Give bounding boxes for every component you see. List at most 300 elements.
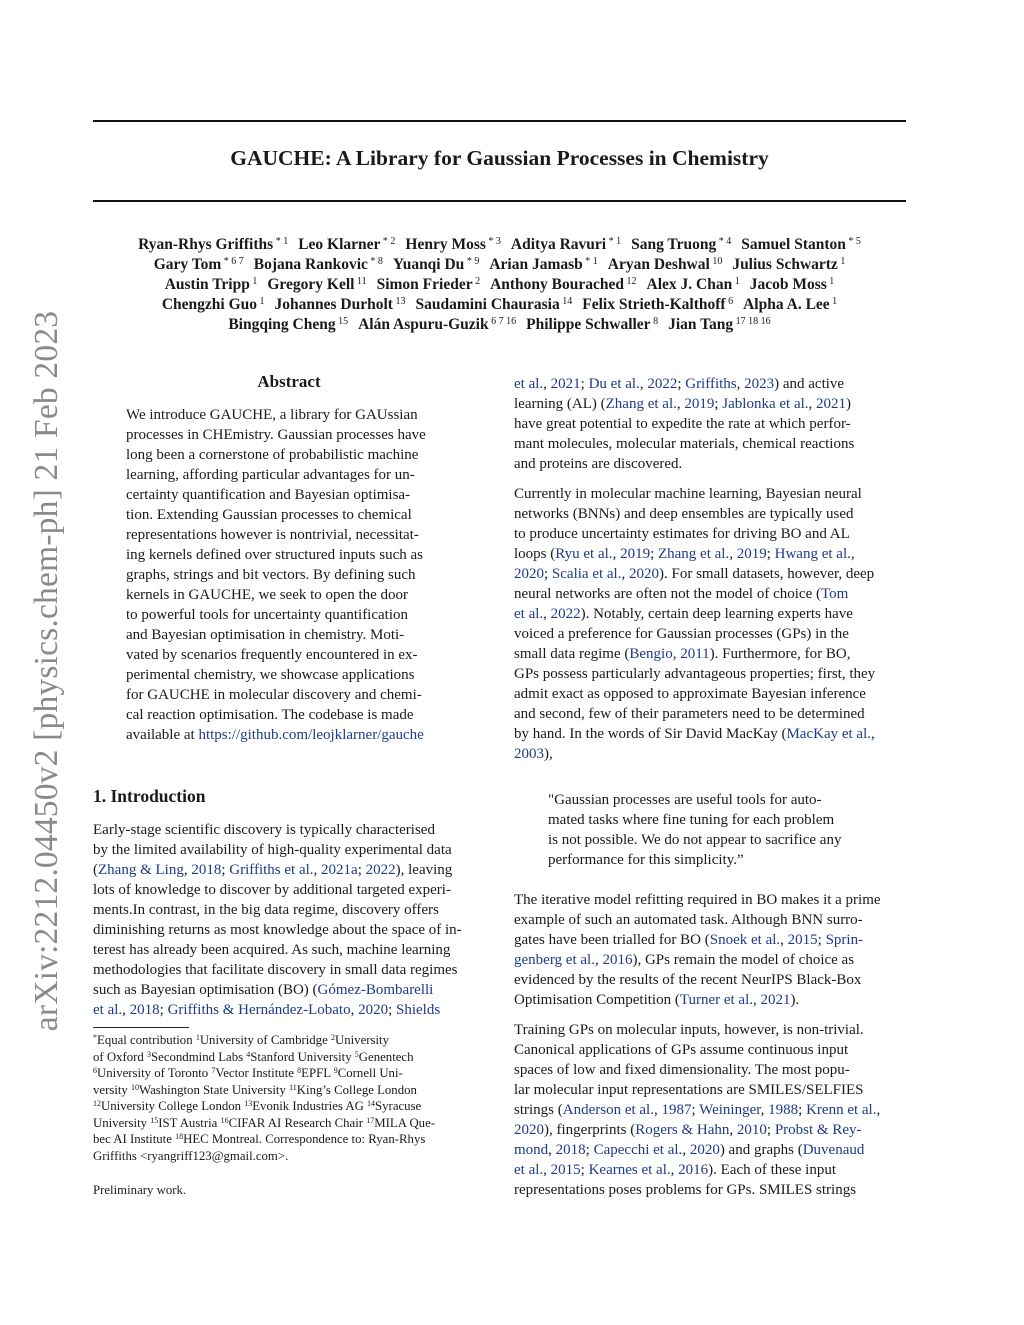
citation-link[interactable]: 2021 xyxy=(816,396,847,412)
text-span: University of Cambridge xyxy=(199,1033,331,1047)
text-line xyxy=(514,970,906,990)
text-span: for GAUCHE in molecular discovery and chemi- xyxy=(126,687,422,703)
text-span: to powerful tools for uncertainty quantification xyxy=(126,607,409,623)
text-line xyxy=(514,394,906,414)
citation-link[interactable]: 2021 xyxy=(550,376,581,392)
author-name: Simon Frieder $^2$ xyxy=(376,276,481,293)
text-span: ments.In contrast, in the big data regime, discovery offers xyxy=(93,902,439,918)
text-line xyxy=(126,465,452,485)
text-span: networks (BNNs) and deep ensembles are typically used xyxy=(514,506,854,522)
text-span: of Oxford xyxy=(93,1049,148,1064)
text-span: Training GPs on molecular inputs, however, is non-trivial. xyxy=(514,1022,864,1038)
text-span: have great potential to expedite the rate at which perfor- xyxy=(514,416,851,432)
author-affiliation-marker: 1 xyxy=(249,276,258,287)
text-span: learning, affording particular advantages for un- xyxy=(126,467,415,483)
text-span: ; xyxy=(580,1162,589,1178)
text-line xyxy=(126,525,452,545)
text-span: ; xyxy=(714,396,723,412)
citation-link[interactable]: mond xyxy=(514,1142,549,1158)
author-affiliation-marker: 8 xyxy=(650,316,659,327)
text-span: ). Each of these input xyxy=(708,1162,836,1178)
text-span: Griffiths <ryangriff123@gmail.com>. xyxy=(93,1148,289,1163)
citation-link[interactable]: 2022 xyxy=(365,862,396,878)
text-line xyxy=(93,1098,485,1115)
citation-link[interactable]: 2018 xyxy=(555,1142,586,1158)
text-span: MILA Que- xyxy=(374,1115,436,1130)
text-span: learning (AL) ( xyxy=(514,396,606,412)
author-affiliation-marker: 15 xyxy=(335,316,349,327)
text-span: ), fingerprints ( xyxy=(544,1122,636,1138)
text-span: ; xyxy=(388,1002,396,1018)
author-row xyxy=(93,235,906,255)
text-line xyxy=(514,644,906,664)
author-affiliation-marker: 13 xyxy=(392,296,406,307)
text-line xyxy=(93,840,485,860)
author-name: Samuel Stanton $^{* 5}$ xyxy=(741,236,861,253)
text-span: ) and active xyxy=(774,376,845,392)
author-row xyxy=(93,315,906,335)
text-span: mant molecules, molecular materials, chemical reactions xyxy=(514,436,855,452)
text-span: lar molecular input representations are SMILES/SELFIES xyxy=(514,1082,864,1098)
text-line xyxy=(514,564,906,584)
citation-link[interactable]: Rogers & Hahn xyxy=(635,1122,730,1138)
author-name: Gregory Kell $^{11}$ xyxy=(267,276,367,293)
text-span: gates have been trialled for BO ( xyxy=(514,932,710,948)
text-line xyxy=(93,860,485,880)
text-line xyxy=(126,445,452,465)
text-line xyxy=(514,454,906,474)
text-span: Early-stage scientific discovery is typically characterised xyxy=(93,822,435,838)
right-paragraph-3 xyxy=(514,890,906,1010)
text-span: , xyxy=(350,1002,359,1018)
citation-link[interactable]: 2015 xyxy=(550,1162,581,1178)
text-line xyxy=(93,820,485,840)
citation-link[interactable]: https://github.com/leojklarner/gauche xyxy=(198,727,424,743)
affiliation-marker: 11 xyxy=(289,1082,297,1092)
citation-link[interactable]: Zhang et al. xyxy=(657,546,730,562)
text-line xyxy=(548,850,874,870)
text-line xyxy=(126,665,452,685)
affiliation-marker: * xyxy=(93,1033,97,1042)
text-span: neural networks are often not the model of choice ( xyxy=(514,586,821,602)
affiliations-footnote xyxy=(93,1032,485,1164)
text-span: available at xyxy=(126,727,199,743)
author-affiliation-marker: * 4 xyxy=(716,236,732,247)
citation-link[interactable]: 2021 xyxy=(760,992,791,1008)
text-span: ; xyxy=(766,546,775,562)
text-span: processes in CHEmistry. Gaussian processes have xyxy=(126,427,426,443)
citation-link[interactable]: Griffiths et al. xyxy=(229,862,314,878)
affiliation-marker: 9 xyxy=(333,1066,338,1075)
citation-link[interactable]: Shields xyxy=(396,1002,441,1018)
author-name: Aryan Deshwal $^{10}$ xyxy=(607,256,723,273)
author-name: Johannes Durholt $^{13}$ xyxy=(274,296,406,313)
citation-link[interactable]: Tom xyxy=(820,586,849,602)
text-line xyxy=(514,1120,906,1140)
text-span: performance for this simplicity.” xyxy=(548,852,744,868)
abstract-body xyxy=(126,405,452,745)
text-span: ). For small datasets, however, deep xyxy=(658,566,875,582)
citation-link[interactable]: genberg et al. xyxy=(514,952,595,968)
text-line xyxy=(126,705,452,725)
text-span: , xyxy=(621,566,629,582)
affiliation-marker: 15 xyxy=(150,1115,159,1125)
text-span: long been a cornerstone of probabilistic machine xyxy=(126,447,419,463)
text-span: admit exact as opposed to approximate Bayesian inference xyxy=(514,686,866,702)
text-line xyxy=(514,1160,906,1180)
author-affiliation-marker: 1 xyxy=(837,256,846,267)
text-span: ; xyxy=(817,932,826,948)
citation-link[interactable]: 2020 xyxy=(689,1142,720,1158)
author-affiliation-marker: 1 xyxy=(829,296,838,307)
text-span: diminishing returns as most knowledge about the space of in- xyxy=(93,922,462,938)
text-line xyxy=(93,1049,485,1066)
citation-link[interactable]: Krenn et al. xyxy=(806,1102,877,1118)
affiliation-marker: 14 xyxy=(367,1099,376,1108)
text-span: ; xyxy=(159,1002,168,1018)
author-affiliation-marker: 1 xyxy=(257,296,265,307)
citation-link[interactable]: 2020 xyxy=(514,566,544,582)
citation-link[interactable]: Capecchi et al. xyxy=(593,1142,683,1158)
text-span: Equal contribution xyxy=(97,1033,196,1047)
text-span: voiced a preference for Gaussian processes (GPs) in the xyxy=(514,626,849,642)
text-span: IST Austria xyxy=(158,1115,221,1130)
text-span: King’s College London xyxy=(296,1082,417,1097)
citation-link[interactable]: Scalia et al. xyxy=(551,566,622,582)
text-span: ; xyxy=(691,1102,700,1118)
citation-link[interactable]: 2011 xyxy=(680,646,710,662)
affiliation-marker: 6 xyxy=(93,1066,97,1075)
mackay-quote xyxy=(548,790,874,870)
text-line xyxy=(514,1140,906,1160)
text-span: tion. Extending Gaussian processes to chemical xyxy=(126,507,412,523)
text-span: , xyxy=(122,1002,130,1018)
text-span: ; xyxy=(650,546,658,562)
affiliation-marker: 12 xyxy=(93,1099,101,1108)
text-span: ; xyxy=(677,376,686,392)
text-span: by the limited availability of high-quality experimental data xyxy=(93,842,452,858)
text-span: ing kernels defined over structured inputs such as xyxy=(126,547,424,563)
text-line xyxy=(514,990,906,1010)
text-span: versity xyxy=(93,1082,132,1097)
text-span: and proteins are discovered. xyxy=(514,456,683,472)
citation-link[interactable]: 2018 xyxy=(129,1002,160,1018)
author-affiliation-marker: * 9 xyxy=(464,256,480,267)
text-span: , xyxy=(670,1162,679,1178)
text-span: University xyxy=(334,1033,389,1047)
text-line xyxy=(514,1180,906,1200)
text-line xyxy=(514,484,906,504)
title-top-rule xyxy=(93,120,906,122)
citation-link[interactable]: 2010 xyxy=(736,1122,767,1138)
text-line xyxy=(126,405,452,425)
citation-link[interactable]: 2018 xyxy=(191,862,222,878)
citation-link[interactable]: et al. xyxy=(93,1002,123,1018)
citation-link[interactable]: 2021a xyxy=(321,862,358,878)
text-span: , xyxy=(594,952,603,968)
citation-link[interactable]: 2020 xyxy=(358,1002,389,1018)
text-line xyxy=(514,664,906,684)
author-name: Leo Klarner $^{* 2}$ xyxy=(298,236,396,253)
arxiv-identifier-stamp: arXiv:2212.04450v2 [physics.chem-ph] 21 Feb 2023 xyxy=(28,310,65,1032)
text-span: example of such an automated task. Although BNN surro- xyxy=(514,912,863,928)
text-line xyxy=(93,880,485,900)
citation-link[interactable]: 2019 xyxy=(620,546,651,562)
text-span: , xyxy=(653,1102,662,1118)
text-span: , xyxy=(183,862,192,878)
author-name: Alpha A. Lee $^1$ xyxy=(743,296,838,313)
affiliation-marker: 2 xyxy=(330,1033,335,1042)
text-line xyxy=(126,565,452,585)
text-span: , xyxy=(736,376,745,392)
text-span: , xyxy=(682,1142,690,1158)
author-name: Austin Tripp $^1$ xyxy=(164,276,258,293)
text-line xyxy=(514,434,906,454)
author-affiliation-marker: 6 7 16 xyxy=(488,316,517,327)
author-name: Ryan-Rhys Griffiths $^{* 1}$ xyxy=(138,236,289,253)
text-span: ), leaving xyxy=(395,862,453,878)
author-name: Alex J. Chan $^1$ xyxy=(646,276,740,293)
citation-link[interactable]: 1987 xyxy=(661,1102,692,1118)
affiliation-marker: 8 xyxy=(297,1066,302,1075)
citation-link[interactable]: 2022 xyxy=(647,376,678,392)
text-span: GPs possess particularly advantageous properties; first, they xyxy=(514,666,876,682)
text-span: , xyxy=(871,726,875,742)
text-span: ; xyxy=(585,1142,594,1158)
text-span: We introduce GAUCHE, a library for GAUssian xyxy=(126,407,418,423)
author-name: Yuanqi Du $^{* 9}$ xyxy=(392,256,480,273)
text-span: HEC Montreal. Correspondence to: Ryan-Rhys xyxy=(183,1132,426,1146)
text-span: certainty quantification and Bayesian optimisa- xyxy=(126,487,411,503)
citation-link[interactable]: 1988 xyxy=(768,1102,799,1118)
citation-link[interactable]: Anderson et al. xyxy=(562,1102,654,1118)
citation-link[interactable]: et al. xyxy=(514,1162,544,1178)
text-span: such as Bayesian optimisation (BO) ( xyxy=(93,982,318,998)
text-span: CIFAR AI Research Chair xyxy=(228,1115,367,1130)
author-affiliation-marker: 12 xyxy=(624,276,637,287)
text-line xyxy=(514,1020,906,1040)
text-line xyxy=(126,685,452,705)
text-span: , xyxy=(543,1162,551,1178)
text-span: , xyxy=(780,932,788,948)
author-affiliation-marker: 14 xyxy=(559,296,573,307)
affiliation-marker: 18 xyxy=(175,1132,184,1141)
affiliation-marker: 4 xyxy=(246,1049,251,1059)
affiliation-marker: 16 xyxy=(220,1115,229,1125)
citation-link[interactable]: Weininger xyxy=(699,1102,761,1118)
author-affiliation-marker: * 2 xyxy=(380,236,396,247)
text-line xyxy=(514,604,906,624)
text-line xyxy=(514,950,906,970)
citation-link[interactable]: 2003 xyxy=(514,746,544,762)
citation-link[interactable]: Snoek et al. xyxy=(709,932,781,948)
text-span: and Bayesian optimisation in chemistry. Moti- xyxy=(126,627,405,643)
citation-link[interactable]: Griffiths & Hernández-Lobato xyxy=(167,1002,351,1018)
author-affiliation-marker: * 3 xyxy=(485,236,501,247)
text-line xyxy=(514,414,906,434)
text-span: is not possible. We do not appear to sacrifice any xyxy=(548,832,842,848)
text-span: to produce uncertainty estimates for driving BO and AL xyxy=(514,526,850,542)
text-span: ) xyxy=(846,396,852,412)
text-line xyxy=(93,1131,485,1148)
author-affiliation-marker: * 1 xyxy=(582,256,598,267)
citation-link[interactable]: Probst & Rey- xyxy=(774,1122,862,1138)
citation-link[interactable]: 2015 xyxy=(787,932,818,948)
author-affiliation-marker: 10 xyxy=(709,256,723,267)
text-span: , xyxy=(612,546,621,562)
text-line xyxy=(126,625,452,645)
text-span: ; xyxy=(766,1122,775,1138)
text-line xyxy=(126,505,452,525)
text-line xyxy=(126,425,452,445)
text-line xyxy=(93,1115,485,1132)
citation-link[interactable]: Hwang et al. xyxy=(774,546,851,562)
author-name: Chengzhi Guo $^1$ xyxy=(161,296,265,313)
citation-link[interactable]: 2016 xyxy=(602,952,633,968)
citation-link[interactable]: 2016 xyxy=(678,1162,709,1178)
author-affiliation-marker: 6 xyxy=(725,296,734,307)
author-name: Julius Schwartz $^1$ xyxy=(732,256,846,273)
text-line xyxy=(126,485,452,505)
text-span: University College London xyxy=(101,1099,245,1113)
text-span: kernels in GAUCHE, we seek to open the door xyxy=(126,587,409,603)
text-line xyxy=(93,960,485,980)
right-paragraph-1 xyxy=(514,374,906,474)
citation-link[interactable]: Turner et al. xyxy=(679,992,754,1008)
text-span: , xyxy=(876,1102,881,1118)
text-span: Secondmind Labs xyxy=(151,1049,247,1064)
author-affiliation-marker: * 1 xyxy=(606,236,622,247)
affiliation-marker: 13 xyxy=(244,1099,253,1108)
right-paragraph-4 xyxy=(514,1020,906,1200)
text-span: loops ( xyxy=(514,546,556,562)
title-bottom-rule xyxy=(93,200,906,202)
text-span: , xyxy=(753,992,761,1008)
text-span: Cornell Uni- xyxy=(337,1066,403,1080)
text-span: Evonik Industries AG xyxy=(252,1099,368,1113)
text-span: , xyxy=(543,606,551,622)
text-span: perimental chemistry, we showcase applications xyxy=(126,667,415,683)
citation-link[interactable]: Du et al. xyxy=(588,376,640,392)
text-span: Canonical applications of GPs assume continuous input xyxy=(514,1042,849,1058)
text-span: , xyxy=(729,1122,737,1138)
text-line xyxy=(548,830,874,850)
text-span: ; xyxy=(357,862,366,878)
text-span: representations poses problems for GPs. SMILES strings xyxy=(514,1182,857,1198)
text-span: mated tasks where fine tuning for each problem xyxy=(548,812,835,828)
citation-link[interactable]: MacKay et al. xyxy=(786,726,871,742)
citation-link[interactable]: Ryu et al. xyxy=(555,546,613,562)
text-span: small data regime ( xyxy=(514,646,630,662)
text-line xyxy=(93,1032,485,1049)
text-span: Syracuse xyxy=(375,1099,422,1113)
text-span: , xyxy=(313,862,322,878)
citation-link[interactable]: Jablonka et al. xyxy=(722,396,809,412)
footnote-rule xyxy=(93,1027,189,1028)
author-name: Sang Truong $^{* 4}$ xyxy=(631,236,732,253)
citation-link[interactable]: Griffiths xyxy=(685,376,737,392)
citation-link[interactable]: 2020 xyxy=(628,566,659,582)
text-span: Vector Institute xyxy=(215,1066,298,1080)
author-name: Alán Aspuru-Guzik $^{6 7 16}$ xyxy=(358,316,517,333)
author-affiliation-marker: 17 18 16 xyxy=(733,316,771,327)
text-span: ; xyxy=(544,566,552,582)
text-span: University of Toronto xyxy=(97,1066,212,1080)
author-name: Philippe Schwaller $^8$ xyxy=(526,316,659,333)
text-span: ), xyxy=(544,746,553,762)
text-span: The iterative model refitting required in BO makes it a prime xyxy=(514,892,881,908)
text-line xyxy=(514,524,906,544)
text-span: , xyxy=(676,396,685,412)
text-span: evidenced by the results of the recent NeurIPS Black-Box xyxy=(514,972,862,988)
text-line xyxy=(93,920,485,940)
introduction-heading: 1. Introduction xyxy=(93,786,206,806)
text-line xyxy=(514,724,906,744)
text-span: methodologies that facilitate discovery in small data regimes xyxy=(93,962,458,978)
paper-title: GAUCHE: A Library for Gaussian Processes in Chemistry xyxy=(230,146,769,170)
preliminary-work-note: Preliminary work. xyxy=(93,1183,187,1197)
citation-link[interactable]: Gómez-Bombarelli xyxy=(317,982,434,998)
text-line xyxy=(93,1000,485,1020)
abstract-heading: Abstract xyxy=(257,372,321,391)
citation-link[interactable]: 2020 xyxy=(514,1122,544,1138)
citation-link[interactable]: 2022 xyxy=(550,606,581,622)
author-name: Jacob Moss $^1$ xyxy=(749,276,835,293)
affiliation-marker: 17 xyxy=(366,1115,375,1125)
text-span: University xyxy=(93,1115,151,1130)
text-line xyxy=(93,900,485,920)
text-span: ). xyxy=(790,992,800,1008)
text-line xyxy=(126,725,452,745)
text-line xyxy=(93,1082,485,1099)
citation-link[interactable]: 2019 xyxy=(736,546,767,562)
text-line xyxy=(514,1040,906,1060)
text-span: ), GPs remain the model of choice as xyxy=(632,952,855,968)
citation-link[interactable]: et al. xyxy=(514,606,544,622)
affiliation-marker: 5 xyxy=(354,1049,359,1059)
author-row xyxy=(93,295,906,315)
citation-link[interactable]: Bengio xyxy=(629,646,673,662)
citation-link[interactable]: et al. xyxy=(514,376,544,392)
citation-link[interactable]: Zhang & Ling xyxy=(98,862,184,878)
author-affiliation-marker: 2 xyxy=(472,276,481,287)
text-line xyxy=(514,374,906,394)
author-list xyxy=(93,235,906,335)
text-span: ; xyxy=(798,1102,807,1118)
text-span: , xyxy=(850,546,855,562)
text-line xyxy=(514,890,906,910)
citation-link[interactable]: 2023 xyxy=(744,376,775,392)
text-line xyxy=(514,624,906,644)
author-name: Arian Jamasb $^{* 1}$ xyxy=(489,256,598,273)
text-line xyxy=(514,544,906,564)
text-span: Genentech xyxy=(358,1049,414,1064)
author-affiliation-marker: * 1 xyxy=(273,236,289,247)
text-line xyxy=(93,1148,485,1165)
text-span: , xyxy=(543,376,551,392)
text-line xyxy=(126,545,452,565)
affiliation-marker: 3 xyxy=(147,1049,152,1059)
citation-link[interactable]: Kearnes et al. xyxy=(588,1162,671,1178)
citation-link[interactable]: Zhang et al. xyxy=(605,396,677,412)
text-span: Washington State University xyxy=(139,1082,290,1097)
text-span: , xyxy=(760,1102,769,1118)
text-span: vated by scenarios frequently encountered in ex- xyxy=(126,647,418,663)
citation-link[interactable]: 2019 xyxy=(684,396,715,412)
citation-link[interactable]: Sprin- xyxy=(825,932,864,948)
text-line xyxy=(93,980,485,1000)
citation-link[interactable]: Duvenaud xyxy=(802,1142,865,1158)
